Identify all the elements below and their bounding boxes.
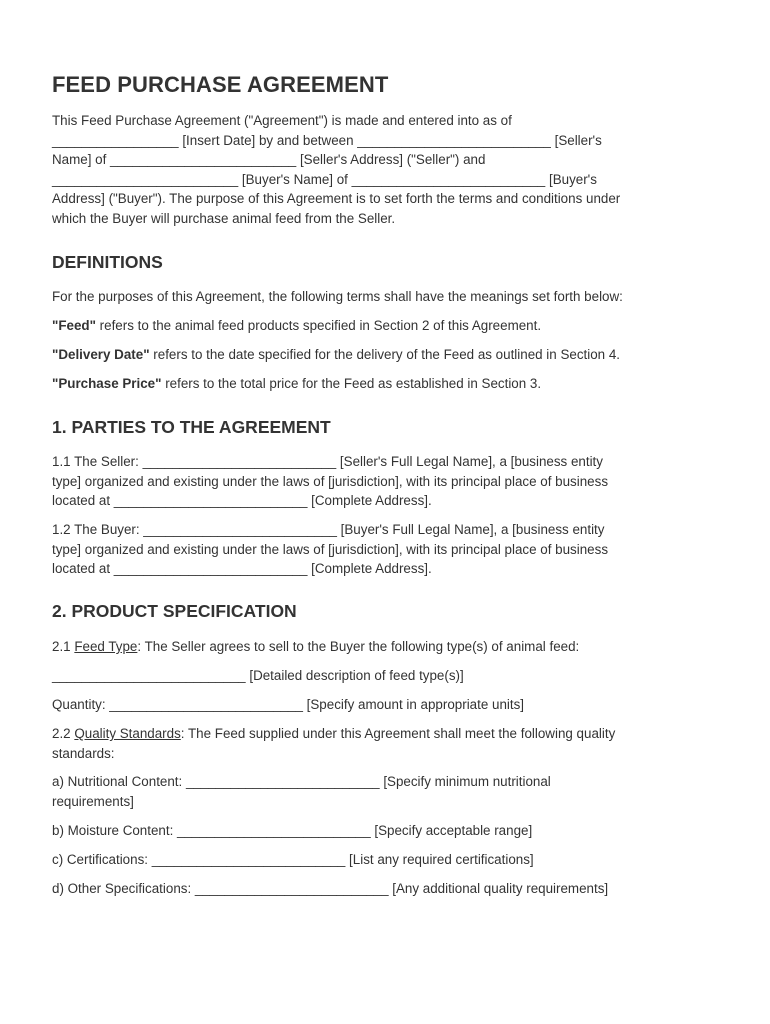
definitions-heading: DEFINITIONS	[52, 252, 163, 272]
section1-heading: 1. PARTIES TO THE AGREEMENT	[52, 417, 331, 437]
definition-purchase-price	[52, 374, 718, 394]
intro-line: Name] of _________________________ [Seller's Address] ("Seller") and	[52, 152, 486, 167]
intro-line: which the Buyer will purchase animal feed from the Seller.	[52, 210, 396, 226]
intro-paragraph	[52, 111, 718, 228]
buyer-line: type] organized and existing under the laws of [jurisdiction], with its principal place of business	[52, 541, 609, 557]
quantity-line: Quantity: __________________________ [Specify amount in appropriate units]	[52, 697, 525, 712]
definition-delivery-date	[52, 345, 718, 365]
feed-type-clause	[52, 637, 718, 657]
definition-term: "Delivery Date"	[52, 347, 150, 362]
definition-text: refers to the animal feed products specified in Section 2 of this Agreement.	[95, 318, 542, 333]
clause-number: 2.2	[52, 726, 75, 741]
seller-clause	[52, 452, 718, 511]
seller-line: type] organized and existing under the laws of [jurisdiction], with its principal place of business	[52, 473, 609, 489]
feed-description-line: __________________________ [Detailed description of feed type(s)]	[52, 668, 464, 683]
definition-text: refers to the total price for the Feed as established in Section 3.	[161, 376, 542, 391]
intro-line: This Feed Purchase Agreement ("Agreement") is made and entered into as of	[52, 113, 512, 128]
buyer-line: located at __________________________ [Complete Address].	[52, 561, 432, 576]
quality-standards-clause	[52, 724, 718, 763]
definition-term: "Feed"	[52, 318, 96, 333]
clause-text: standards:	[52, 745, 115, 761]
certifications-line: c) Certifications: __________________________ [List any required certifications]	[52, 852, 534, 867]
clause-text: : The Feed supplied under this Agreement shall meet the following quality	[180, 726, 616, 741]
quality-standards-label: Quality Standards	[74, 726, 181, 741]
buyer-line: 1.2 The Buyer: __________________________ [Buyer's Full Legal Name], a [business entity	[52, 522, 605, 537]
nutritional-line: requirements]	[52, 793, 134, 809]
intro-line: Address] ("Buyer"). The purpose of this Agreement is to set forth the terms and conditions under	[52, 191, 621, 206]
intro-line: _________________ [Insert Date] by and between __________________________ [Seller's	[52, 132, 602, 148]
moisture-content-line: b) Moisture Content: __________________________ [Specify acceptable range]	[52, 823, 533, 838]
buyer-clause	[52, 520, 718, 579]
definition-term: "Purchase Price"	[52, 376, 162, 391]
seller-line: 1.1 The Seller: __________________________ [Seller's Full Legal Name], a [business entity	[52, 454, 603, 469]
section2-heading: 2. PRODUCT SPECIFICATION	[52, 601, 297, 621]
feed-type-label: Feed Type	[74, 639, 138, 654]
nutritional-content-line	[52, 772, 718, 811]
intro-line: _________________________ [Buyer's Name] of __________________________ [Buyer's	[52, 171, 597, 187]
other-specifications-line: d) Other Specifications: __________________________ [Any additional quality requirements]	[52, 881, 609, 896]
document-title: FEED PURCHASE AGREEMENT	[52, 72, 389, 97]
nutritional-line: a) Nutritional Content: __________________________ [Specify minimum nutritional	[52, 774, 551, 789]
definitions-lead: For the purposes of this Agreement, the following terms shall have the meanings set forth below:	[52, 289, 623, 304]
clause-text: : The Seller agrees to sell to the Buyer the following type(s) of animal feed:	[137, 639, 580, 654]
clause-number: 2.1	[52, 639, 75, 654]
definition-text: refers to the date specified for the delivery of the Feed as outlined in Section 4.	[149, 347, 621, 362]
definition-feed	[52, 316, 718, 336]
seller-line: located at __________________________ [Complete Address].	[52, 493, 432, 508]
